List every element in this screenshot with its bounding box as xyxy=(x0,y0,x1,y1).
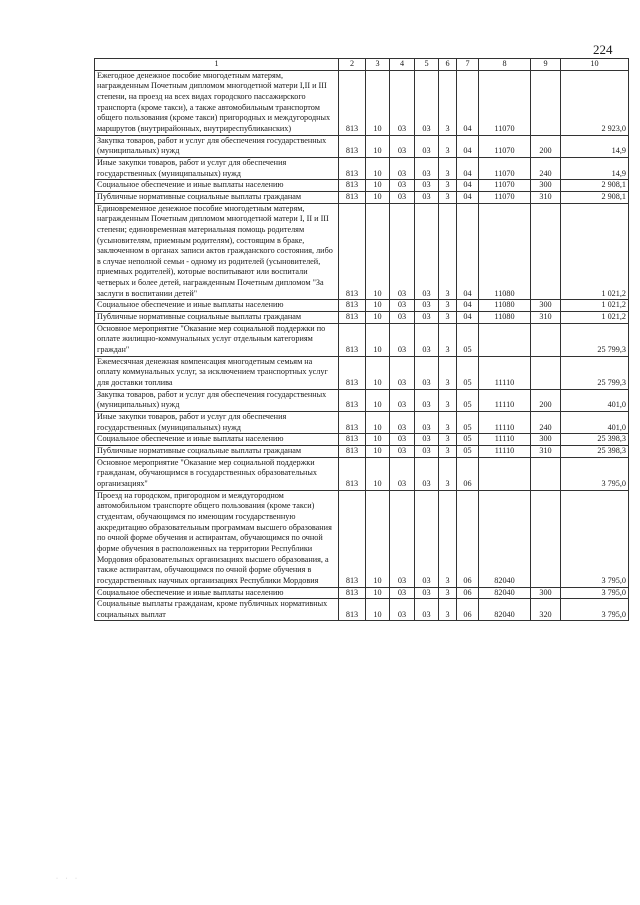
row-code-c4: 03 xyxy=(390,356,415,389)
table-row xyxy=(95,389,629,411)
row-code-c9: 300 xyxy=(531,587,561,599)
row-code-c7: 04 xyxy=(457,300,479,312)
row-code-c4: 03 xyxy=(390,445,415,457)
table-row xyxy=(95,180,629,192)
row-code-c7: 04 xyxy=(457,135,479,157)
row-description: Единовременное денежное пособие многодетным матерям, награжденным Почетным дипломом многодетной матери I, II и III степени; единовременная материальная помощь родителям (усыновителям, приемным родителям), состоящим в браке, заключенном в органах записи актов гражданского состояния, либо в случае неполной семьи - одному из родителей (усыновителей, приемных родителей), которые воспитывают или воспитали четверых и более детей, награжденным Почетным дипломом "За заслуги в воспитании детей" xyxy=(95,203,339,300)
row-code-c9: 310 xyxy=(531,445,561,457)
row-code-c7: 06 xyxy=(457,599,479,621)
row-code-c3: 10 xyxy=(366,312,390,324)
row-code-c6: 3 xyxy=(439,599,457,621)
row-code-c8 xyxy=(479,323,531,356)
row-code-c6: 3 xyxy=(439,70,457,135)
row-code-c8: 11070 xyxy=(479,157,531,179)
row-code-c2: 813 xyxy=(339,434,366,446)
row-amount: 3 795,0 xyxy=(561,490,629,587)
row-amount: 3 795,0 xyxy=(561,599,629,621)
row-amount: 14,9 xyxy=(561,157,629,179)
row-amount: 1 021,2 xyxy=(561,300,629,312)
row-description: Закупка товаров, работ и услуг для обеспечения государственных (муниципальных) нужд xyxy=(95,389,339,411)
page-number: 224 xyxy=(593,42,613,57)
row-code-c4: 03 xyxy=(390,490,415,587)
row-code-c9: 240 xyxy=(531,157,561,179)
row-code-c6: 3 xyxy=(439,323,457,356)
row-description: Публичные нормативные социальные выплаты гражданам xyxy=(95,312,339,324)
row-code-c9 xyxy=(531,203,561,300)
row-code-c9: 310 xyxy=(531,312,561,324)
row-code-c2: 813 xyxy=(339,70,366,135)
row-code-c3: 10 xyxy=(366,490,390,587)
row-code-c2: 813 xyxy=(339,300,366,312)
table-row xyxy=(95,599,629,621)
row-code-c9: 300 xyxy=(531,300,561,312)
row-code-c7: 05 xyxy=(457,434,479,446)
row-code-c9 xyxy=(531,490,561,587)
row-code-c3: 10 xyxy=(366,135,390,157)
header-col-4: 4 xyxy=(390,59,415,71)
row-description: Социальное обеспечение и иные выплаты населению xyxy=(95,587,339,599)
table-row xyxy=(95,300,629,312)
row-code-c4: 03 xyxy=(390,312,415,324)
row-code-c4: 03 xyxy=(390,180,415,192)
row-code-c7: 04 xyxy=(457,180,479,192)
budget-table xyxy=(94,58,629,621)
row-code-c3: 10 xyxy=(366,356,390,389)
row-code-c8: 82040 xyxy=(479,587,531,599)
row-code-c4: 03 xyxy=(390,434,415,446)
row-code-c5: 03 xyxy=(415,445,439,457)
row-code-c8: 11080 xyxy=(479,203,531,300)
table-row xyxy=(95,70,629,135)
row-code-c6: 3 xyxy=(439,157,457,179)
row-code-c8: 11110 xyxy=(479,434,531,446)
scan-margin-mark: · · · xyxy=(56,876,80,882)
table-row xyxy=(95,135,629,157)
row-code-c5: 03 xyxy=(415,191,439,203)
row-amount: 401,0 xyxy=(561,389,629,411)
row-code-c9 xyxy=(531,323,561,356)
row-amount: 1 021,2 xyxy=(561,203,629,300)
row-code-c5: 03 xyxy=(415,457,439,490)
row-code-c8: 11070 xyxy=(479,191,531,203)
row-code-c4: 03 xyxy=(390,412,415,434)
row-code-c2: 813 xyxy=(339,389,366,411)
row-code-c8: 11080 xyxy=(479,300,531,312)
row-description: Иные закупки товаров, работ и услуг для обеспечения государственных (муниципальных) нужд xyxy=(95,412,339,434)
row-amount: 3 795,0 xyxy=(561,587,629,599)
row-amount: 401,0 xyxy=(561,412,629,434)
row-code-c9: 300 xyxy=(531,180,561,192)
table-row xyxy=(95,457,629,490)
row-code-c4: 03 xyxy=(390,599,415,621)
row-code-c3: 10 xyxy=(366,412,390,434)
row-code-c3: 10 xyxy=(366,389,390,411)
row-code-c9: 200 xyxy=(531,389,561,411)
row-description: Социальное обеспечение и иные выплаты населению xyxy=(95,180,339,192)
row-code-c5: 03 xyxy=(415,356,439,389)
row-code-c6: 3 xyxy=(439,191,457,203)
row-code-c7: 06 xyxy=(457,490,479,587)
row-code-c8: 82040 xyxy=(479,599,531,621)
header-col-2: 2 xyxy=(339,59,366,71)
row-code-c3: 10 xyxy=(366,157,390,179)
row-code-c4: 03 xyxy=(390,191,415,203)
row-code-c7: 06 xyxy=(457,587,479,599)
row-code-c9: 300 xyxy=(531,434,561,446)
table-row xyxy=(95,323,629,356)
table-row xyxy=(95,445,629,457)
table-row xyxy=(95,157,629,179)
row-code-c7: 04 xyxy=(457,157,479,179)
row-code-c8: 11110 xyxy=(479,356,531,389)
table-header-row xyxy=(95,59,629,71)
row-description: Социальные выплаты гражданам, кроме публичных нормативных социальных выплат xyxy=(95,599,339,621)
row-code-c6: 3 xyxy=(439,300,457,312)
row-code-c7: 05 xyxy=(457,389,479,411)
row-description: Ежегодное денежное пособие многодетным матерям, награжденным Почетным дипломом многодетной матери I,II и III степени, на проезд на всех видах городского пассажирского транспорта (кроме такси), а также автомобильным транспортом общего пользования (кроме такси) пригородных и междугородных маршрутов (внутрирайонных, внутриреспубликанских) xyxy=(95,70,339,135)
row-code-c5: 03 xyxy=(415,412,439,434)
row-code-c5: 03 xyxy=(415,587,439,599)
row-code-c5: 03 xyxy=(415,389,439,411)
row-code-c2: 813 xyxy=(339,457,366,490)
row-code-c9: 200 xyxy=(531,135,561,157)
table-row xyxy=(95,587,629,599)
row-code-c8: 82040 xyxy=(479,490,531,587)
row-code-c9: 320 xyxy=(531,599,561,621)
row-amount: 2 908,1 xyxy=(561,191,629,203)
row-code-c3: 10 xyxy=(366,180,390,192)
row-amount: 14,9 xyxy=(561,135,629,157)
row-code-c3: 10 xyxy=(366,445,390,457)
row-code-c4: 03 xyxy=(390,157,415,179)
row-code-c3: 10 xyxy=(366,191,390,203)
row-code-c7: 04 xyxy=(457,70,479,135)
row-code-c8: 11080 xyxy=(479,312,531,324)
row-code-c2: 813 xyxy=(339,191,366,203)
table-row xyxy=(95,412,629,434)
row-code-c3: 10 xyxy=(366,70,390,135)
row-code-c2: 813 xyxy=(339,412,366,434)
row-amount: 3 795,0 xyxy=(561,457,629,490)
row-code-c2: 813 xyxy=(339,312,366,324)
row-description: Социальное обеспечение и иные выплаты населению xyxy=(95,300,339,312)
row-code-c6: 3 xyxy=(439,490,457,587)
row-code-c7: 04 xyxy=(457,312,479,324)
row-code-c9: 240 xyxy=(531,412,561,434)
row-code-c5: 03 xyxy=(415,312,439,324)
row-code-c7: 05 xyxy=(457,323,479,356)
row-code-c5: 03 xyxy=(415,203,439,300)
row-description: Социальное обеспечение и иные выплаты населению xyxy=(95,434,339,446)
row-code-c6: 3 xyxy=(439,203,457,300)
row-code-c4: 03 xyxy=(390,300,415,312)
row-description: Ежемесячная денежная компенсация многодетным семьям на оплату коммунальных услуг, за исключением транспортных услуг для доставки топлива xyxy=(95,356,339,389)
table-row xyxy=(95,490,629,587)
row-code-c7: 04 xyxy=(457,203,479,300)
row-code-c5: 03 xyxy=(415,135,439,157)
row-code-c3: 10 xyxy=(366,599,390,621)
row-code-c6: 3 xyxy=(439,457,457,490)
row-code-c2: 813 xyxy=(339,323,366,356)
row-code-c3: 10 xyxy=(366,323,390,356)
row-code-c6: 3 xyxy=(439,180,457,192)
row-code-c2: 813 xyxy=(339,135,366,157)
table-row xyxy=(95,312,629,324)
row-code-c4: 03 xyxy=(390,457,415,490)
row-code-c9 xyxy=(531,457,561,490)
row-code-c4: 03 xyxy=(390,389,415,411)
header-col-9: 9 xyxy=(531,59,561,71)
table-row xyxy=(95,191,629,203)
row-amount: 2 908,1 xyxy=(561,180,629,192)
row-code-c7: 06 xyxy=(457,457,479,490)
row-code-c6: 3 xyxy=(439,389,457,411)
row-code-c7: 05 xyxy=(457,356,479,389)
row-description: Публичные нормативные социальные выплаты гражданам xyxy=(95,191,339,203)
row-code-c4: 03 xyxy=(390,70,415,135)
row-code-c5: 03 xyxy=(415,323,439,356)
row-description: Основное мероприятие "Оказание мер социальной поддержки гражданам, обучающимся в государственных образовательных организациях" xyxy=(95,457,339,490)
row-code-c3: 10 xyxy=(366,587,390,599)
row-code-c4: 03 xyxy=(390,203,415,300)
row-description: Основное мероприятие "Оказание мер социальной поддержки по оплате жилищно-коммунальных услуг отдельным категориям граждан" xyxy=(95,323,339,356)
row-description: Публичные нормативные социальные выплаты гражданам xyxy=(95,445,339,457)
header-col-8: 8 xyxy=(479,59,531,71)
row-code-c6: 3 xyxy=(439,445,457,457)
table-body xyxy=(95,70,629,621)
row-code-c7: 05 xyxy=(457,445,479,457)
table-row xyxy=(95,203,629,300)
row-amount: 25 398,3 xyxy=(561,445,629,457)
row-code-c4: 03 xyxy=(390,587,415,599)
row-code-c4: 03 xyxy=(390,323,415,356)
header-col-10: 10 xyxy=(561,59,629,71)
row-code-c8: 11110 xyxy=(479,389,531,411)
row-code-c5: 03 xyxy=(415,490,439,587)
row-code-c2: 813 xyxy=(339,157,366,179)
row-code-c3: 10 xyxy=(366,300,390,312)
header-col-5: 5 xyxy=(415,59,439,71)
row-code-c9: 310 xyxy=(531,191,561,203)
header-col-7: 7 xyxy=(457,59,479,71)
row-code-c3: 10 xyxy=(366,203,390,300)
row-description: Проезд на городском, пригородном и междугородном автомобильном транспорте общего пользования (кроме такси) студентам, обучающимся по имеющим государственную аккредитацию образовательным программам высшего образования по очной форме обучения и аспирантам, обучающимся по очной форме обучения в расположенных на территории Республики Мордовия образовательных организациях высшего образования, а также аспирантам, обучающимся по очной форме обучения в государственных научных организациях Республики Мордовия xyxy=(95,490,339,587)
row-amount: 25 799,3 xyxy=(561,323,629,356)
header-col-3: 3 xyxy=(366,59,390,71)
row-code-c8: 11110 xyxy=(479,412,531,434)
row-code-c8: 11110 xyxy=(479,445,531,457)
row-code-c2: 813 xyxy=(339,445,366,457)
row-code-c5: 03 xyxy=(415,180,439,192)
row-code-c3: 10 xyxy=(366,434,390,446)
row-code-c3: 10 xyxy=(366,457,390,490)
row-code-c8: 11070 xyxy=(479,180,531,192)
row-code-c7: 04 xyxy=(457,191,479,203)
row-code-c8: 11070 xyxy=(479,70,531,135)
row-code-c2: 813 xyxy=(339,599,366,621)
row-amount: 25 799,3 xyxy=(561,356,629,389)
row-code-c6: 3 xyxy=(439,412,457,434)
row-code-c7: 05 xyxy=(457,412,479,434)
row-code-c2: 813 xyxy=(339,203,366,300)
row-code-c6: 3 xyxy=(439,356,457,389)
row-code-c6: 3 xyxy=(439,312,457,324)
row-amount: 1 021,2 xyxy=(561,312,629,324)
row-code-c5: 03 xyxy=(415,434,439,446)
row-code-c6: 3 xyxy=(439,135,457,157)
table-row xyxy=(95,356,629,389)
row-code-c8 xyxy=(479,457,531,490)
row-amount: 2 923,0 xyxy=(561,70,629,135)
row-code-c2: 813 xyxy=(339,587,366,599)
header-col-1: 1 xyxy=(95,59,339,71)
row-code-c8: 11070 xyxy=(479,135,531,157)
row-code-c2: 813 xyxy=(339,490,366,587)
row-code-c5: 03 xyxy=(415,70,439,135)
row-code-c9 xyxy=(531,70,561,135)
row-code-c5: 03 xyxy=(415,599,439,621)
row-code-c5: 03 xyxy=(415,157,439,179)
row-code-c4: 03 xyxy=(390,135,415,157)
header-col-6: 6 xyxy=(439,59,457,71)
row-code-c6: 3 xyxy=(439,587,457,599)
row-code-c9 xyxy=(531,356,561,389)
row-code-c5: 03 xyxy=(415,300,439,312)
row-description: Закупка товаров, работ и услуг для обеспечения государственных (муниципальных) нужд xyxy=(95,135,339,157)
row-code-c6: 3 xyxy=(439,434,457,446)
row-amount: 25 398,3 xyxy=(561,434,629,446)
row-code-c2: 813 xyxy=(339,356,366,389)
row-description: Иные закупки товаров, работ и услуг для обеспечения государственных (муниципальных) нужд xyxy=(95,157,339,179)
table-row xyxy=(95,434,629,446)
row-code-c2: 813 xyxy=(339,180,366,192)
